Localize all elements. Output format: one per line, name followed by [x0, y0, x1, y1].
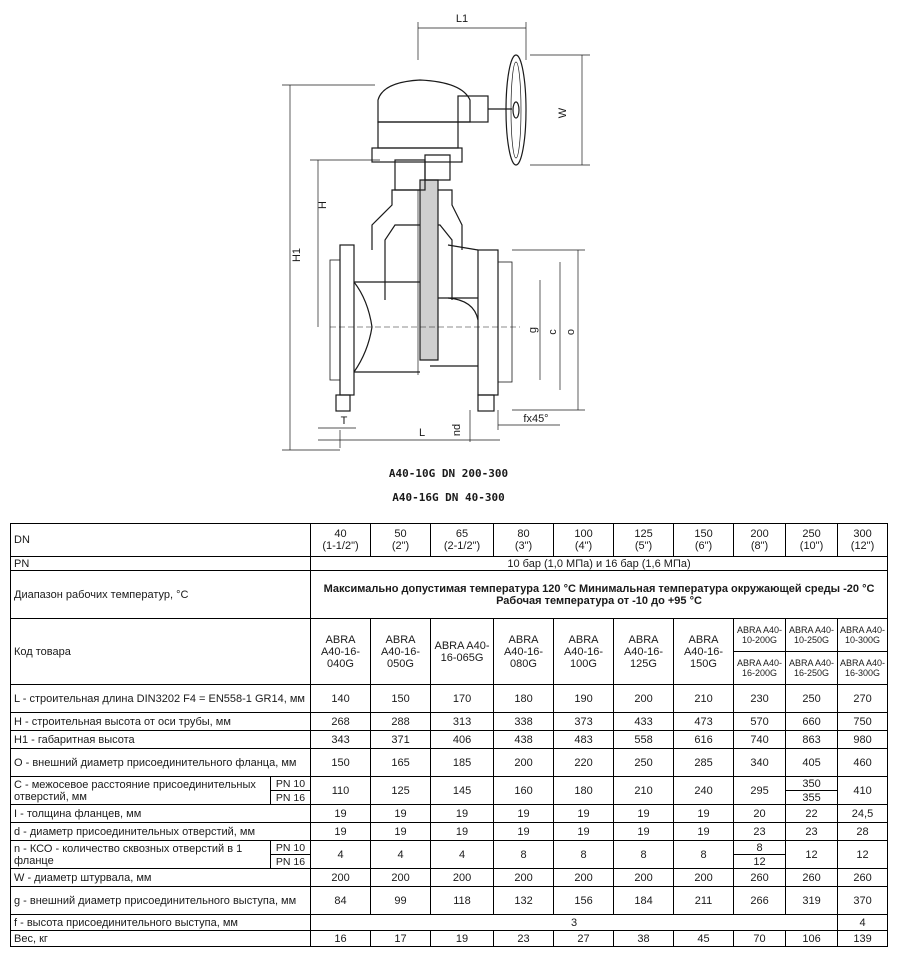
row-label: n - КСО - количество сквозных отверстий в 1 фланце	[11, 841, 271, 869]
row-dn	[11, 524, 888, 557]
cell-g-5: 184	[614, 887, 674, 915]
cell-i-6: 19	[674, 805, 734, 823]
cell-weight-8: 106	[786, 931, 838, 947]
pn16-label: PN 16	[271, 791, 311, 805]
cell-l-5: 200	[614, 685, 674, 713]
dim-h1: H1	[291, 247, 303, 263]
cell-l-7: 230	[734, 685, 786, 713]
pn-value: 10 бар (1,0 МПа) и 16 бар (1,6 МПа)	[311, 557, 888, 571]
dn-label: DN	[11, 524, 311, 557]
dim-w: W	[557, 107, 569, 119]
row-l	[11, 685, 888, 713]
dim-h: H	[317, 201, 329, 209]
cell-l-8: 250	[786, 685, 838, 713]
cell-o-9: 460	[838, 749, 888, 777]
cell-w-4: 200	[554, 869, 614, 887]
cell-l-3: 180	[494, 685, 554, 713]
n-40: 4	[311, 841, 371, 869]
cell-weight-9: 139	[838, 931, 888, 947]
c-150: 240	[674, 777, 734, 805]
row-h	[11, 713, 888, 731]
row-label: W - диаметр штурвала, мм	[11, 869, 311, 887]
dn-250: 250 (10")	[786, 524, 838, 557]
cell-weight-4: 27	[554, 931, 614, 947]
spec-table	[10, 523, 888, 947]
cell-o-4: 220	[554, 749, 614, 777]
cell-h-0: 268	[311, 713, 371, 731]
dim-g: g	[527, 326, 539, 334]
caption-a40-16g: A40-16G DN 40-300	[392, 491, 505, 504]
row-label: H - строительная высота от оси трубы, мм	[11, 713, 311, 731]
cell-w-6: 200	[674, 869, 734, 887]
cell-i-7: 20	[734, 805, 786, 823]
n-200-pn16: 12	[734, 855, 786, 869]
cell-g-2: 118	[431, 887, 494, 915]
n-65: 4	[431, 841, 494, 869]
dim-o: o	[565, 328, 577, 336]
f-merged: 3	[311, 915, 838, 931]
code-16-250: ABRA A40-16-250G	[786, 652, 838, 685]
cell-i-1: 19	[371, 805, 431, 823]
code-100: ABRA A40-16-100G	[554, 619, 614, 685]
cell-weight-3: 23	[494, 931, 554, 947]
row-n-pn10	[11, 841, 888, 855]
cell-g-8: 319	[786, 887, 838, 915]
row-label: C - межосевое расстояние присоединительных отверстий, мм	[11, 777, 271, 805]
c-200: 295	[734, 777, 786, 805]
cell-d-6: 19	[674, 823, 734, 841]
dim-l1: L1	[455, 13, 469, 25]
cell-h-3: 338	[494, 713, 554, 731]
cell-d-4: 19	[554, 823, 614, 841]
caption-a40-10g: A40-10G DN 200-300	[388, 467, 509, 480]
cell-d-2: 19	[431, 823, 494, 841]
n-50: 4	[371, 841, 431, 869]
cell-h1-1: 371	[371, 731, 431, 749]
code-10-300: ABRA A40-10-300G	[838, 619, 888, 652]
cell-o-7: 340	[734, 749, 786, 777]
cell-o-6: 285	[674, 749, 734, 777]
code-050: ABRA A40-16-050G	[371, 619, 431, 685]
c-80: 160	[494, 777, 554, 805]
left-flange	[340, 245, 354, 395]
pn-label: PN	[11, 557, 311, 571]
cell-g-4: 156	[554, 887, 614, 915]
cell-i-4: 19	[554, 805, 614, 823]
c-100: 180	[554, 777, 614, 805]
cell-weight-0: 16	[311, 931, 371, 947]
dn-80: 80 (3")	[494, 524, 554, 557]
row-temperature	[11, 571, 888, 619]
code-040: ABRA A40-16-040G	[311, 619, 371, 685]
code-label: Код товара	[11, 619, 311, 685]
cell-h1-2: 406	[431, 731, 494, 749]
cell-d-1: 19	[371, 823, 431, 841]
cell-l-4: 190	[554, 685, 614, 713]
cell-d-7: 23	[734, 823, 786, 841]
row-label: f - высота присоединительного выступа, мм	[11, 915, 311, 931]
n-80: 8	[494, 841, 554, 869]
cell-l-0: 140	[311, 685, 371, 713]
cell-weight-5: 38	[614, 931, 674, 947]
n-300: 12	[838, 841, 888, 869]
code-125: ABRA A40-16-125G	[614, 619, 674, 685]
row-w	[11, 869, 888, 887]
dn-200: 200 (8")	[734, 524, 786, 557]
cell-w-0: 200	[311, 869, 371, 887]
c-300: 410	[838, 777, 888, 805]
cell-w-8: 260	[786, 869, 838, 887]
cell-g-3: 132	[494, 887, 554, 915]
cell-d-3: 19	[494, 823, 554, 841]
row-label: L - строительная длина DIN3202 F4 = EN558-1 GR14, мм	[11, 685, 311, 713]
cell-h1-4: 483	[554, 731, 614, 749]
row-label: H1 - габаритная высота	[11, 731, 311, 749]
cell-h-7: 570	[734, 713, 786, 731]
cell-h1-9: 980	[838, 731, 888, 749]
cell-w-3: 200	[494, 869, 554, 887]
n-200-pn10: 8	[734, 841, 786, 855]
cell-weight-1: 17	[371, 931, 431, 947]
code-16-300: ABRA A40-16-300G	[838, 652, 888, 685]
cell-d-9: 28	[838, 823, 888, 841]
f-300: 4	[838, 915, 888, 931]
code-080: ABRA A40-16-080G	[494, 619, 554, 685]
cell-g-7: 266	[734, 887, 786, 915]
row-i	[11, 805, 888, 823]
handwheel	[506, 55, 526, 165]
cell-h1-6: 616	[674, 731, 734, 749]
n-150: 8	[674, 841, 734, 869]
cell-g-0: 84	[311, 887, 371, 915]
dim-f: fx45°	[523, 413, 549, 425]
cell-h1-3: 438	[494, 731, 554, 749]
pn10-label: PN 10	[271, 777, 311, 791]
code-065: ABRA A40-16-065G	[431, 619, 494, 685]
dim-nd: nd	[451, 423, 463, 437]
n-100: 8	[554, 841, 614, 869]
row-f	[11, 915, 888, 931]
row-label: d - диаметр присоединительных отверстий, мм	[11, 823, 311, 841]
code-16-200: ABRA A40-16-200G	[734, 652, 786, 685]
cell-w-5: 200	[614, 869, 674, 887]
cell-h1-0: 343	[311, 731, 371, 749]
cell-h1-5: 558	[614, 731, 674, 749]
cell-w-1: 200	[371, 869, 431, 887]
row-c-pn10	[11, 777, 888, 791]
cell-weight-2: 19	[431, 931, 494, 947]
cell-l-9: 270	[838, 685, 888, 713]
c-250-pn10: 350	[786, 777, 838, 791]
cell-weight-6: 45	[674, 931, 734, 947]
c-50: 125	[371, 777, 431, 805]
cell-h-5: 433	[614, 713, 674, 731]
c-65: 145	[431, 777, 494, 805]
row-label: Вес, кг	[11, 931, 311, 947]
cell-l-6: 210	[674, 685, 734, 713]
cell-g-1: 99	[371, 887, 431, 915]
cell-w-7: 260	[734, 869, 786, 887]
dn-100: 100 (4")	[554, 524, 614, 557]
cell-l-1: 150	[371, 685, 431, 713]
code-10-200: ABRA A40-10-200G	[734, 619, 786, 652]
cell-h-4: 373	[554, 713, 614, 731]
cell-d-8: 23	[786, 823, 838, 841]
cell-o-5: 250	[614, 749, 674, 777]
dim-t: T	[340, 415, 348, 427]
cell-h-9: 750	[838, 713, 888, 731]
cell-i-2: 19	[431, 805, 494, 823]
row-weight	[11, 931, 888, 947]
cell-o-1: 165	[371, 749, 431, 777]
cell-o-0: 150	[311, 749, 371, 777]
cell-i-8: 22	[786, 805, 838, 823]
row-h1	[11, 731, 888, 749]
cell-h-1: 288	[371, 713, 431, 731]
row-d	[11, 823, 888, 841]
row-label: g - внешний диаметр присоединительного выступа, мм	[11, 887, 311, 915]
cell-g-9: 370	[838, 887, 888, 915]
dn-125: 125 (5")	[614, 524, 674, 557]
n-125: 8	[614, 841, 674, 869]
temp-label: Диапазон рабочих температур, °С	[11, 571, 311, 619]
row-pn	[11, 557, 888, 571]
cell-h-8: 660	[786, 713, 838, 731]
row-label: O - внешний диаметр присоединительного фланца, мм	[11, 749, 311, 777]
cell-h-2: 313	[431, 713, 494, 731]
code-10-250: ABRA A40-10-250G	[786, 619, 838, 652]
code-150: ABRA A40-16-150G	[674, 619, 734, 685]
dn-65: 65 (2-1/2")	[431, 524, 494, 557]
dim-c: c	[547, 329, 559, 335]
cell-o-3: 200	[494, 749, 554, 777]
cell-h1-7: 740	[734, 731, 786, 749]
cell-i-9: 24,5	[838, 805, 888, 823]
cell-g-6: 211	[674, 887, 734, 915]
row-code-top	[11, 619, 888, 652]
c-40: 110	[311, 777, 371, 805]
cell-w-9: 260	[838, 869, 888, 887]
cell-h-6: 473	[674, 713, 734, 731]
right-flange	[478, 250, 498, 395]
cell-i-0: 19	[311, 805, 371, 823]
pn16-label: PN 16	[271, 855, 311, 869]
cell-o-8: 405	[786, 749, 838, 777]
cell-l-2: 170	[431, 685, 494, 713]
dn-300: 300 (12")	[838, 524, 888, 557]
dim-l: L	[418, 427, 426, 439]
cell-weight-7: 70	[734, 931, 786, 947]
row-label: I - толщина фланцев, мм	[11, 805, 311, 823]
row-g	[11, 887, 888, 915]
c-250-pn16: 355	[786, 791, 838, 805]
cell-o-2: 185	[431, 749, 494, 777]
dn-40: 40 (1-1/2")	[311, 524, 371, 557]
cell-d-5: 19	[614, 823, 674, 841]
row-o	[11, 749, 888, 777]
cell-i-5: 19	[614, 805, 674, 823]
n-250: 12	[786, 841, 838, 869]
cell-i-3: 19	[494, 805, 554, 823]
dn-150: 150 (6")	[674, 524, 734, 557]
c-125: 210	[614, 777, 674, 805]
cell-w-2: 200	[431, 869, 494, 887]
cell-d-0: 19	[311, 823, 371, 841]
dn-50: 50 (2")	[371, 524, 431, 557]
cell-h1-8: 863	[786, 731, 838, 749]
pn10-label: PN 10	[271, 841, 311, 855]
temp-value: Максимально допустимая температура 120 °С Минимальная температура окружающей среды -20 °С Рабочая температура от -10 до +95 °С	[311, 571, 888, 619]
